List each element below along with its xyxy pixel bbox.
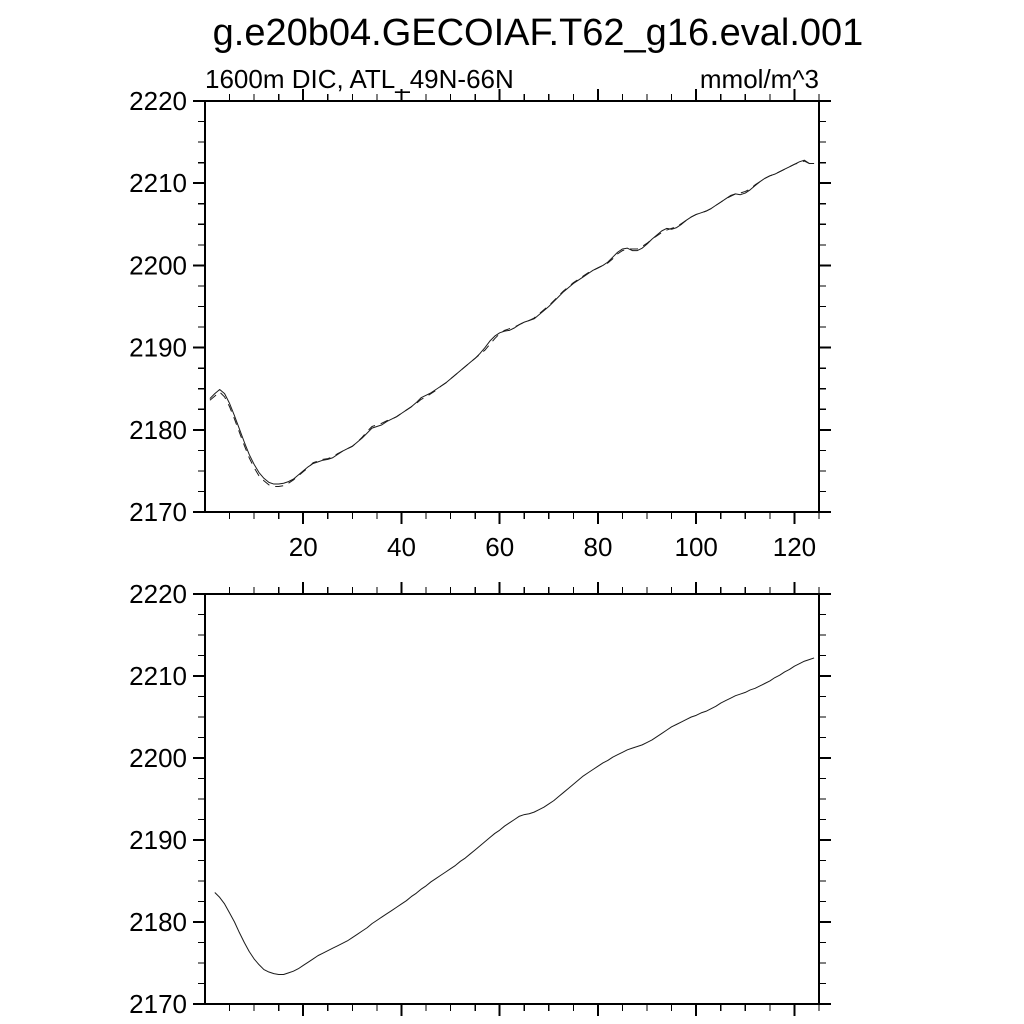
y-tick-label: 2220 [129,579,187,609]
axes [193,582,831,1016]
axes [193,89,831,524]
y-tick-label: 2210 [129,168,187,199]
series-monthly-mean-dashed [210,161,814,487]
top-plot-variable-label: 1600m DIC, ATL_49N-66N [205,64,514,94]
x-tick-label: 100 [674,532,718,562]
top-plot [129,86,831,562]
y-tick-label: 2200 [129,250,187,281]
x-tick-label: 40 [387,532,416,562]
x-tick-label: 20 [288,532,318,562]
y-tick-label: 2210 [129,661,187,691]
y-tick-label: 2190 [129,332,187,363]
plot-frame [205,594,819,1004]
y-tick-label: 2170 [129,989,187,1019]
x-tick-label: 120 [772,532,817,562]
y-tick-label: 2190 [129,825,187,855]
plot-frame [205,101,819,512]
x-tick-label: 80 [583,532,613,562]
y-tick-label: 2200 [129,743,187,773]
y-tick-label: 2170 [129,497,187,527]
series-annual-running-mean [215,658,814,975]
top-plot-units-label: mmol/m^3 [699,64,819,94]
tick-labels [129,86,816,562]
y-tick-label: 2180 [129,907,187,937]
series-monthly-mean-solid [210,160,814,484]
x-tick-label: 60 [485,532,515,562]
y-tick-label: 2180 [129,414,187,445]
figure-title: g.e20b04.GECOIAF.T62_g16.eval.001 [212,12,864,54]
y-tick-label: 2220 [129,86,187,116]
tick-labels [129,579,187,1019]
bottom-plot [129,579,831,1019]
